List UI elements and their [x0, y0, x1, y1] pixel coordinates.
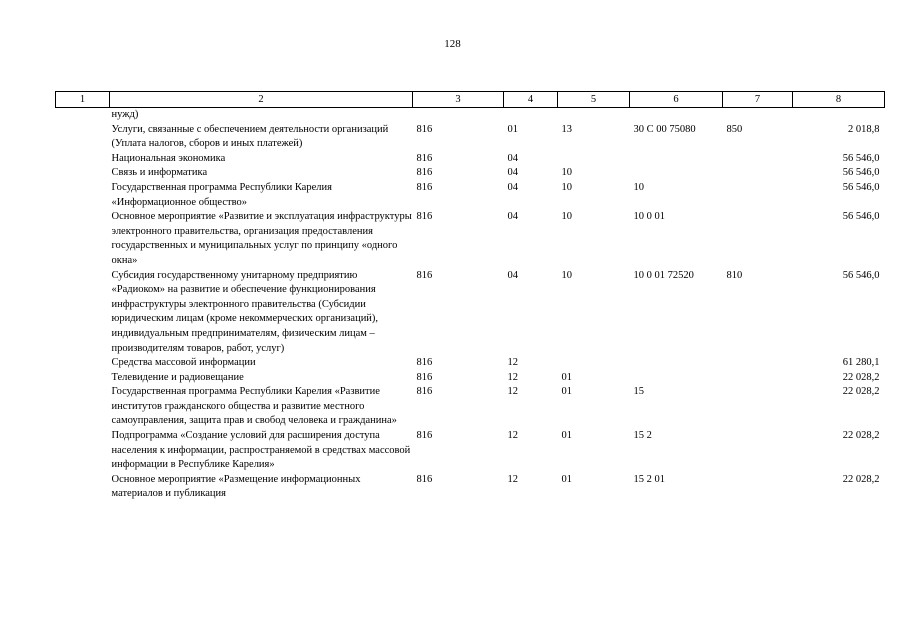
ministry-code-cell — [413, 108, 504, 123]
amount-cell: 56 546,0 — [842, 167, 880, 179]
page-number: 128 — [444, 38, 461, 50]
amount-cell: 56 546,0 — [842, 211, 880, 223]
table-row — [56, 152, 885, 167]
item-name-cell: нужд) — [111, 109, 139, 120]
section-code-cell: 04 — [507, 167, 518, 179]
row-number-cell — [56, 210, 110, 268]
item-name-cell: Связь и информатика — [111, 167, 208, 179]
expense-type-code-cell — [723, 152, 793, 167]
subsection-code-cell: 01 — [561, 386, 572, 398]
table-row — [56, 123, 885, 152]
section-code-cell: 04 — [507, 269, 518, 281]
item-name-cell: Подпрограмма «Создание условий для расширения доступа населения к информации, распространяемой в средствах массовой информации в Республике Карелия» — [111, 430, 411, 471]
item-name-cell: Субсидия государственному унитарному предприятию «Радиоком» на развитие и обеспечение функционирования инфраструктуры электронного правительства (Субсидии юридическим лицам (кроме некоммерческих организаций), индивидуальным предпринимателям, физическим лицам – производителям товаров, работ, услуг) — [111, 269, 379, 354]
target-article-code-cell: 15 2 — [633, 430, 652, 442]
target-article-code-cell — [630, 152, 723, 167]
subsection-code-cell — [558, 356, 630, 371]
target-article-code-cell — [630, 356, 723, 371]
expense-type-code-cell — [723, 210, 793, 268]
table-row — [56, 371, 885, 386]
amount-cell: 22 028,2 — [842, 386, 880, 398]
row-number-cell — [56, 152, 110, 167]
section-code-cell: 12 — [507, 371, 518, 383]
table-row — [56, 108, 885, 123]
item-name-cell: Услуги, связанные с обеспечением деятельности организаций (Уплата налогов, сборов и иных платежей) — [111, 123, 389, 150]
row-number-cell — [56, 181, 110, 210]
section-code-cell: 04 — [507, 181, 518, 193]
row-number-cell — [56, 429, 110, 473]
expense-type-code-cell — [723, 473, 793, 502]
table-body — [56, 108, 885, 503]
row-number-cell — [56, 385, 110, 429]
subsection-code-cell — [558, 152, 630, 167]
ministry-code-cell: 816 — [416, 430, 433, 442]
expense-type-code-cell — [723, 356, 793, 371]
table-row — [56, 269, 885, 357]
ministry-code-cell: 816 — [416, 123, 433, 135]
column-header: 2 — [110, 92, 413, 108]
target-article-code-cell: 15 — [633, 386, 644, 398]
subsection-code-cell: 13 — [561, 123, 572, 135]
item-name-cell: Телевидение и радиовещание — [111, 371, 244, 383]
subsection-code-cell: 10 — [561, 167, 572, 179]
section-code-cell: 04 — [507, 152, 518, 164]
subsection-code-cell: 10 — [561, 181, 572, 193]
target-article-code-cell: 10 0 01 — [633, 211, 665, 223]
expense-type-code-cell: 810 — [726, 269, 743, 281]
column-header: 6 — [630, 92, 723, 108]
amount-cell: 61 280,1 — [842, 357, 880, 369]
table-row — [56, 429, 885, 473]
amount-cell: 56 546,0 — [842, 181, 880, 193]
target-article-code-cell — [630, 108, 723, 123]
target-article-code-cell: 30 С 00 75080 — [633, 123, 696, 135]
table-row — [56, 210, 885, 268]
row-number-cell — [56, 108, 110, 123]
subsection-code-cell: 01 — [561, 430, 572, 442]
amount-cell: 56 546,0 — [842, 269, 880, 281]
amount-cell: 22 028,2 — [842, 371, 880, 383]
expense-type-code-cell — [723, 166, 793, 181]
expense-type-code-cell: 850 — [726, 123, 743, 135]
row-number-cell — [56, 473, 110, 502]
section-code-cell: 04 — [507, 211, 518, 223]
column-header: 8 — [793, 92, 885, 108]
table-row — [56, 181, 885, 210]
ministry-code-cell: 816 — [416, 386, 433, 398]
amount-cell: 22 028,2 — [842, 473, 880, 485]
table-row — [56, 166, 885, 181]
section-code-cell: 12 — [507, 386, 518, 398]
subsection-code-cell: 01 — [561, 473, 572, 485]
expense-type-code-cell — [723, 108, 793, 123]
target-article-code-cell: 10 — [633, 181, 644, 193]
column-header: 3 — [413, 92, 504, 108]
target-article-code-cell: 15 2 01 — [633, 473, 665, 485]
ministry-code-cell: 816 — [416, 152, 433, 164]
ministry-code-cell: 816 — [416, 371, 433, 383]
table-row — [56, 385, 885, 429]
column-header: 1 — [56, 92, 110, 108]
section-code-cell: 12 — [507, 473, 518, 485]
subsection-code-cell: 01 — [561, 371, 572, 383]
column-header: 7 — [723, 92, 793, 108]
ministry-code-cell: 816 — [416, 269, 433, 281]
row-number-cell — [56, 371, 110, 386]
ministry-code-cell: 816 — [416, 181, 433, 193]
section-code-cell: 01 — [507, 123, 518, 135]
amount-cell: 22 028,2 — [842, 430, 880, 442]
section-code-cell: 12 — [507, 357, 518, 369]
table-row — [56, 356, 885, 371]
section-code-cell — [504, 108, 558, 123]
item-name-cell: Средства массовой информации — [111, 357, 256, 369]
amount-cell — [793, 108, 885, 123]
item-name-cell: Государственная программа Республики Карелия «Информационное общество» — [111, 181, 332, 208]
section-code-cell: 12 — [507, 430, 518, 442]
column-header: 5 — [558, 92, 630, 108]
ministry-code-cell: 816 — [416, 473, 433, 485]
row-number-cell — [56, 269, 110, 357]
target-article-code-cell: 10 0 01 72520 — [633, 269, 694, 281]
target-article-code-cell — [630, 166, 723, 181]
item-name-cell: Национальная экономика — [111, 152, 226, 164]
ministry-code-cell: 816 — [416, 211, 433, 223]
row-number-cell — [56, 123, 110, 152]
header-row — [56, 92, 885, 108]
expense-type-code-cell — [723, 385, 793, 429]
subsection-code-cell: 10 — [561, 211, 572, 223]
row-number-cell — [56, 166, 110, 181]
expense-type-code-cell — [723, 371, 793, 386]
ministry-code-cell: 816 — [416, 167, 433, 179]
amount-cell: 56 546,0 — [842, 152, 880, 164]
item-name-cell: Государственная программа Республики Карелия «Развитие институтов гражданского общества и развитие местного самоуправления, защита прав и свобод человека и гражданина» — [111, 386, 397, 427]
amount-cell: 2 018,8 — [848, 123, 880, 135]
subsection-code-cell: 10 — [561, 269, 572, 281]
subsection-code-cell — [558, 108, 630, 123]
expense-type-code-cell — [723, 181, 793, 210]
expense-type-code-cell — [723, 429, 793, 473]
item-name-cell: Основное мероприятие «Развитие и эксплуатация инфраструктуры электронного правительства, организация предоставления государственных и муниципальных услуг по принципу «одного окна» — [111, 211, 412, 266]
item-name-cell: Основное мероприятие «Размещение информационных материалов и публикация — [111, 473, 361, 500]
row-number-cell — [56, 356, 110, 371]
target-article-code-cell — [630, 371, 723, 386]
column-header: 4 — [504, 92, 558, 108]
ministry-code-cell: 816 — [416, 357, 433, 369]
budget-table — [55, 91, 885, 502]
table-row — [56, 473, 885, 502]
